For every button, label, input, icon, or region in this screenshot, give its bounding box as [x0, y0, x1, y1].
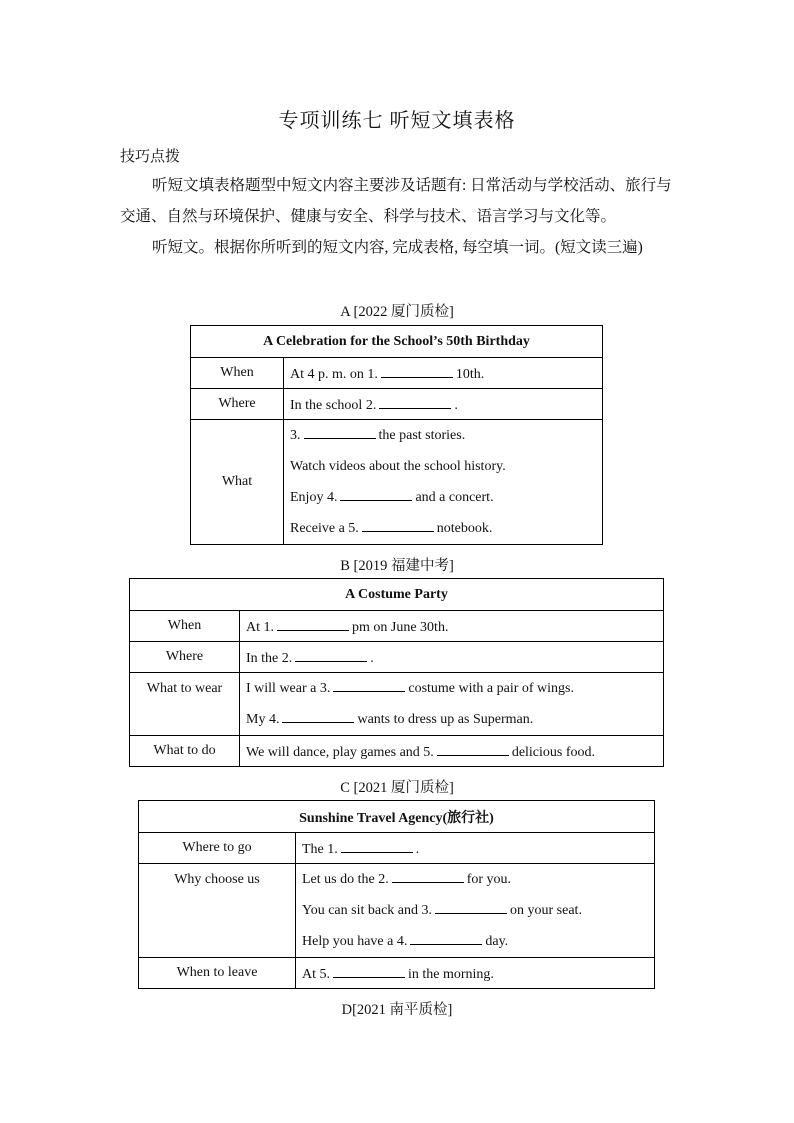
tips-label: 技巧点拨 [120, 149, 181, 165]
row-value [284, 420, 603, 545]
text-segment: notebook. [436, 521, 493, 536]
answer-blank[interactable] [362, 517, 434, 532]
text-segment: At 4 p. m. on 1. [290, 367, 378, 382]
section-a-label: A [2022 厦门质检] [340, 304, 454, 320]
answer-blank[interactable] [410, 930, 482, 945]
answer-blank[interactable] [304, 424, 376, 439]
table-c-header: Sunshine Travel Agency(旅行社) [139, 801, 655, 833]
text-line: Watch videos about the school history. [290, 459, 506, 474]
table-row [130, 642, 664, 673]
row-key: What to do [130, 736, 240, 767]
text-segment: pm on June 30th. [352, 620, 449, 635]
table-row [130, 611, 664, 642]
answer-blank[interactable] [381, 363, 453, 378]
row-key: Why choose us [139, 864, 296, 958]
text-segment: In the 2. [246, 651, 293, 666]
row-key: Where [191, 389, 284, 420]
row-value [240, 736, 664, 767]
row-key: When to leave [139, 958, 296, 989]
text-segment: in the morning. [408, 967, 494, 982]
table-row [139, 864, 655, 958]
answer-blank[interactable] [340, 486, 412, 501]
answer-blank[interactable] [277, 616, 349, 631]
row-value [284, 389, 603, 420]
table-row [139, 833, 655, 864]
row-key: Where to go [139, 833, 296, 864]
intro-paragraph: 听短文填表格题型中短文内容主要涉及话题有: 日常活动与学校活动、旅行与交通、自然与环境保护、健康与安全、科学与技术、语言学习与文化等。 [120, 177, 672, 225]
text-segment: At 5. [302, 967, 330, 982]
text-segment: 3. [290, 428, 301, 443]
answer-blank[interactable] [341, 838, 413, 853]
table-row [130, 673, 664, 736]
row-value [296, 958, 655, 989]
section-c-label: C [2021 厦门质检] [340, 780, 454, 796]
text-segment: In the school 2. [290, 398, 377, 413]
text-segment: Help you have a 4. [302, 934, 408, 949]
text-segment: . [370, 651, 374, 666]
answer-blank[interactable] [435, 899, 507, 914]
text-segment: The 1. [302, 842, 338, 857]
table-b-header: A Costume Party [130, 579, 664, 611]
table-row [139, 958, 655, 989]
text-segment: on your seat. [510, 903, 582, 918]
text-segment: You can sit back and 3. [302, 903, 433, 918]
text-segment: wants to dress up as Superman. [357, 712, 534, 727]
table-b [129, 578, 664, 767]
row-value [240, 673, 664, 736]
text-segment: I will wear a 3. [246, 681, 331, 696]
row-value [296, 864, 655, 958]
answer-blank[interactable] [392, 868, 464, 883]
row-key: Where [130, 642, 240, 673]
text-segment: . [415, 842, 420, 857]
answer-blank[interactable] [437, 741, 509, 756]
row-key: When [191, 358, 284, 389]
text-segment: Let us do the 2. [302, 872, 389, 887]
text-segment: the past stories. [378, 428, 466, 443]
answer-blank[interactable] [333, 963, 405, 978]
table-a [190, 325, 603, 545]
section-d-label: D[2021 南平质检] [341, 1002, 453, 1018]
row-key: What [191, 420, 284, 545]
section-b-label: B [2019 福建中考] [340, 558, 454, 574]
row-key: What to wear [130, 673, 240, 736]
text-segment: My 4. [246, 712, 280, 727]
text-segment: . [454, 398, 458, 413]
text-segment: At 1. [246, 620, 274, 635]
answer-blank[interactable] [379, 394, 451, 409]
text-segment: costume with a pair of wings. [408, 681, 574, 696]
text-segment: 10th. [455, 367, 485, 382]
row-value [284, 358, 603, 389]
table-a-header: A Celebration for the School’s 50th Birthday [191, 326, 603, 358]
text-segment: day. [485, 934, 509, 949]
row-value [296, 833, 655, 864]
text-segment: and a concert. [415, 490, 494, 505]
answer-blank[interactable] [295, 647, 367, 662]
table-c [138, 800, 655, 989]
text-segment: delicious food. [511, 745, 596, 760]
table-row [191, 389, 603, 420]
table-row [191, 358, 603, 389]
table-row [130, 736, 664, 767]
text-segment: for you. [466, 872, 512, 887]
row-value [240, 642, 664, 673]
text-segment: Enjoy 4. [290, 490, 338, 505]
row-value [240, 611, 664, 642]
page-title: 专项训练七 听短文填表格 [278, 110, 516, 132]
text-segment: We will dance, play games and 5. [246, 745, 434, 760]
table-row [191, 420, 603, 545]
row-key: When [130, 611, 240, 642]
answer-blank[interactable] [282, 708, 354, 723]
text-segment: Receive a 5. [290, 521, 359, 536]
instruction-paragraph: 听短文。根据你所听到的短文内容, 完成表格, 每空填一词。(短文读三遍) [152, 239, 643, 256]
answer-blank[interactable] [333, 677, 405, 692]
